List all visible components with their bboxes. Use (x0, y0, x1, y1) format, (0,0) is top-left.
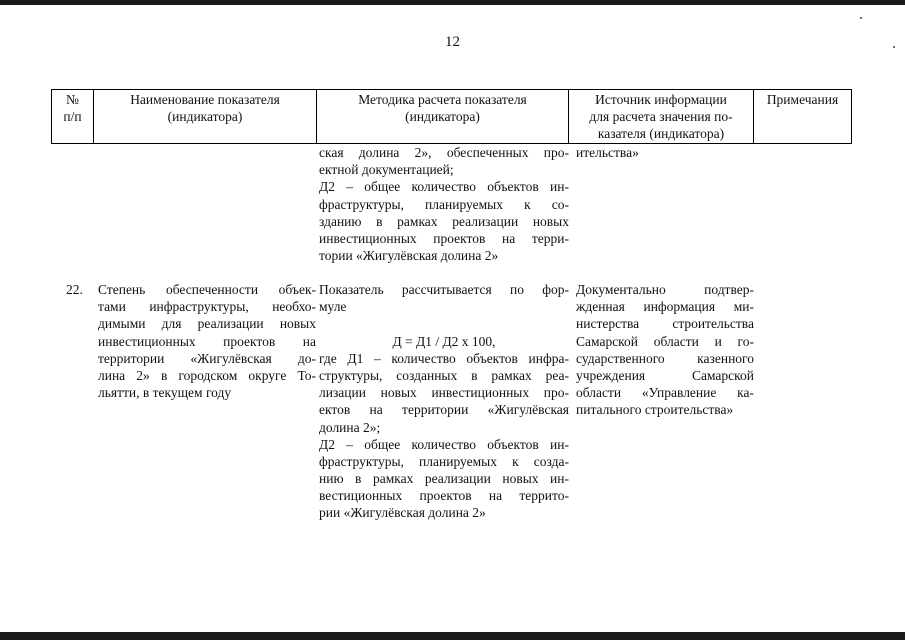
text-line: ская долина 2», обеспеченных про- (319, 145, 569, 160)
text-line: димыми для реализации новых (98, 316, 316, 332)
text-line: жденная информация ми- (576, 299, 754, 315)
text-line: инвестиционных проектов на терри- (319, 230, 569, 246)
header-text: № (66, 92, 79, 107)
text-line: тами инфраструктуры, необхо- (98, 299, 316, 315)
formula: Д = Д1 / Д2 х 100, (392, 333, 496, 349)
row-22-source (576, 281, 754, 419)
header-method (317, 90, 569, 144)
text-line: Д2 – общее количество объектов ин- (319, 436, 569, 452)
text-line: рии «Жигулёвская долина 2» (319, 505, 486, 521)
header-number (52, 90, 94, 144)
text-line: льятти, в текущем году (98, 385, 232, 401)
text-line: лина 2» в городском округе То- (98, 367, 316, 383)
header-text: для расчета значения по- (589, 109, 733, 124)
text-line: долина 2»; (319, 419, 381, 435)
text-line: фраструктуры, планируемых к со- (319, 196, 569, 212)
text-line: инвестиционных проектов на (98, 333, 316, 349)
scan-speck (860, 17, 862, 19)
header-text: (индикатора) (167, 109, 243, 124)
header-text: Источник информации (595, 92, 727, 107)
header-notes (754, 90, 852, 144)
text-line: нистерства строительства (576, 316, 754, 332)
text-line: Степень обеспеченности объек- (98, 282, 316, 297)
text-line: Д2 – общее количество объектов ин- (319, 179, 569, 195)
continued-source-cell (576, 144, 754, 161)
header-source (569, 90, 754, 144)
text-line: вестиционных проектов на террито- (319, 488, 569, 504)
header-text: (индикатора) (405, 109, 480, 124)
text-line: зданию в рамках реализации новых (319, 213, 569, 229)
row-22-number (66, 281, 86, 298)
text-line: области «Управление ка- (576, 385, 754, 401)
continued-method-cell (319, 144, 569, 264)
row-number: 22. (66, 282, 83, 297)
table-header-row (52, 90, 852, 144)
indicator-table (51, 89, 852, 144)
header-text: Методика расчета показателя (358, 92, 527, 107)
row-22-method (319, 281, 569, 522)
text-line: ительства» (576, 145, 639, 160)
text-line: Документально подтвер- (576, 282, 754, 297)
text-line: нию в рамках реализации новых ин- (319, 471, 569, 487)
scan-top-edge (0, 0, 905, 5)
text-line: сударственного казенного (576, 350, 754, 366)
row-22-indicator-name (98, 281, 316, 401)
header-text: казателя (индикатора) (597, 126, 725, 141)
text-line: учреждения Самарской (576, 367, 754, 383)
scan-bottom-edge (0, 632, 905, 640)
header-text: Наименование показателя (130, 92, 280, 107)
text-line: тории «Жигулёвская долина 2» (319, 248, 499, 264)
text-line: ектной документацией; (319, 162, 454, 178)
page-number: 12 (445, 34, 460, 50)
text-line (319, 315, 569, 332)
text-line: лизации новых инвестиционных про- (319, 385, 569, 401)
text-line: Показатель рассчитывается по фор- (319, 282, 569, 297)
text-line: территории «Жигулёвская до- (98, 350, 316, 366)
header-text: п/п (63, 109, 82, 124)
text-line: фраструктуры, планируемых к созда- (319, 453, 569, 469)
text-line: структуры, созданных в рамках реа- (319, 367, 569, 383)
text-line: муле (319, 299, 347, 315)
text-line: Самарской области и го- (576, 333, 754, 349)
header-text: Примечания (766, 92, 839, 107)
text-line: где Д1 – количество объектов инфра- (319, 350, 569, 366)
text-line: питального строительства» (576, 402, 734, 418)
text-line: ектов на территории «Жигулёвская (319, 402, 569, 418)
header-indicator-name (94, 90, 317, 144)
